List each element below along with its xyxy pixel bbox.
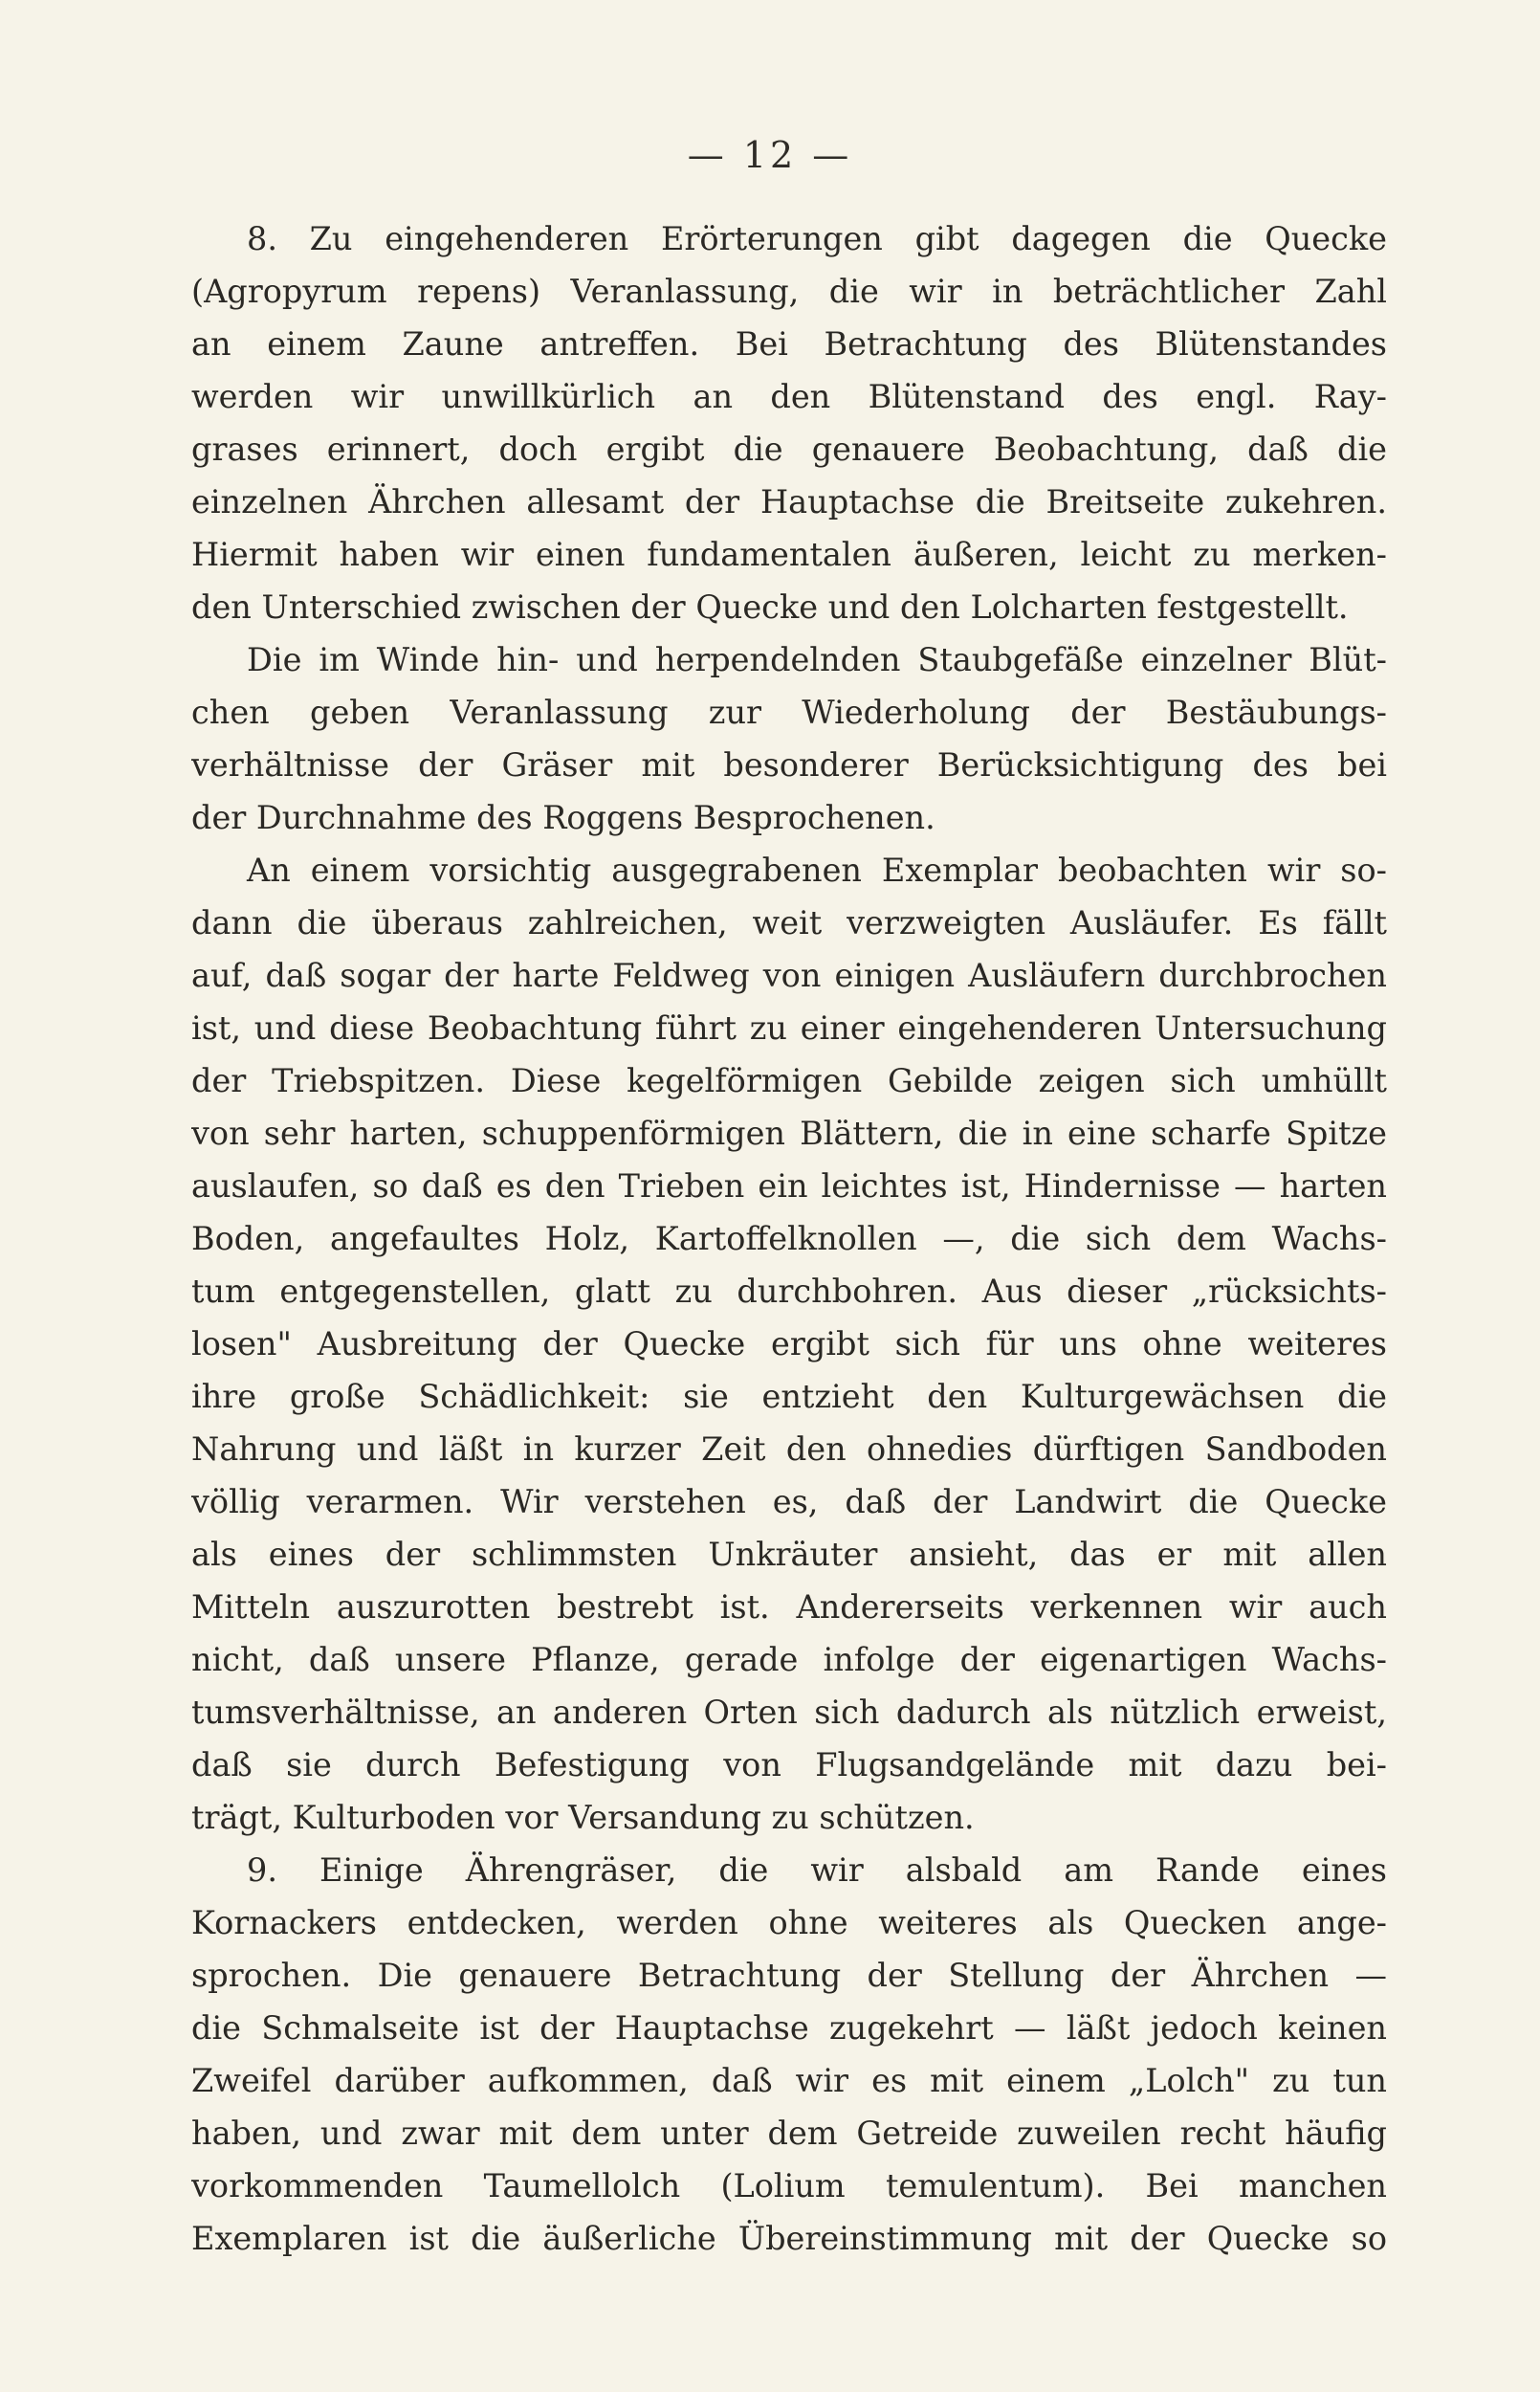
text-line: Boden, angefaultes Holz, Kartoffelknollen —, die sich dem Wachs-: [191, 1220, 1387, 1257]
text-line: der Durchnahme des Roggens Besprochenen.: [191, 799, 935, 836]
text-line: Nahrung und läßt in kurzer Zeit den ohnedies dürftigen Sandboden: [191, 1430, 1387, 1468]
text-line: vorkommenden Taumellolch (Lolium temulentum). Bei manchen: [191, 2167, 1387, 2204]
text-line: Kornackers entdecken, werden ohne weiteres als Quecken ange-: [191, 1904, 1387, 1941]
text-line: chen geben Veranlassung zur Wiederholung der Bestäubungs-: [191, 694, 1387, 731]
text-line: der Triebspitzen. Diese kegelförmigen Gebilde zeigen sich umhüllt: [191, 1062, 1387, 1099]
text-line: losen" Ausbreitung der Quecke ergibt sich für uns ohne weiteres: [191, 1325, 1387, 1362]
text-line: 9. Einige Ährengräser, die wir alsbald am Rande eines: [247, 1851, 1387, 1889]
text-line: Mitteln auszurotten bestrebt ist. Andererseits verkennen wir auch: [191, 1588, 1387, 1626]
text-line: Hiermit haben wir einen fundamentalen äußeren, leicht zu merken-: [191, 536, 1387, 573]
text-line: trägt, Kulturboden vor Versandung zu schützen.: [191, 1799, 975, 1836]
text-line: grases erinnert, doch ergibt die genauere Beobachtung, daß die: [191, 431, 1387, 468]
text-line: an einem Zaune antreffen. Bei Betrachtung des Blütenstandes: [191, 325, 1387, 363]
text-line: auf, daß sogar der harte Feldweg von einigen Ausläufern durchbrochen: [191, 957, 1387, 994]
text-line: Die im Winde hin- und herpendelnden Staubgefäße einzelner Blüt-: [247, 641, 1387, 678]
text-line: dann die überaus zahlreichen, weit verzweigten Ausläufer. Es fällt: [191, 904, 1387, 941]
text-line: daß sie durch Befestigung von Flugsandgelände mit dazu bei-: [191, 1746, 1387, 1783]
text-line: tum entgegenstellen, glatt zu durchbohren. Aus dieser „rücksichts-: [191, 1273, 1387, 1310]
text-line: einzelnen Ährchen allesamt der Hauptachse die Breitseite zukehren.: [191, 483, 1387, 520]
text-line: nicht, daß unsere Pflanze, gerade infolge der eigenartigen Wachs-: [191, 1641, 1387, 1678]
text-line: die Schmalseite ist der Hauptachse zugekehrt — läßt jedoch keinen: [191, 2009, 1387, 2047]
text-line: den Unterschied zwischen der Quecke und den Lolcharten festgestellt.: [191, 588, 1349, 626]
text-line: (Agropyrum repens) Veranlassung, die wir in beträchtlicher Zahl: [191, 273, 1387, 310]
text-line: als eines der schlimmsten Unkräuter ansieht, das er mit allen: [191, 1536, 1387, 1573]
text-line: sprochen. Die genauere Betrachtung der Stellung der Ährchen —: [191, 1957, 1387, 1994]
text-line: Exemplaren ist die äußerliche Übereinstimmung mit der Quecke so: [191, 2220, 1387, 2257]
text-line: ihre große Schädlichkeit: sie entzieht den Kulturgewächsen die: [191, 1378, 1387, 1415]
page-number: — 12 —: [687, 134, 853, 176]
text-line: 8. Zu eingehenderen Erörterungen gibt dagegen die Quecke: [247, 220, 1387, 257]
text-line: werden wir unwillkürlich an den Blütenstand des engl. Ray-: [191, 378, 1387, 415]
text-line: Zweifel darüber aufkommen, daß wir es mit einem „Lolch" zu tun: [191, 2062, 1387, 2099]
text-line: ist, und diese Beobachtung führt zu einer eingehenderen Untersuchung: [191, 1009, 1387, 1047]
text-line: völlig verarmen. Wir verstehen es, daß der Landwirt die Quecke: [191, 1483, 1387, 1520]
text-line: An einem vorsichtig ausgegrabenen Exemplar beobachten wir so-: [247, 852, 1387, 889]
text-line: auslaufen, so daß es den Trieben ein leichtes ist, Hindernisse — harten: [191, 1167, 1387, 1205]
text-line: verhältnisse der Gräser mit besonderer Berücksichtigung des bei: [191, 746, 1387, 784]
text-line: haben, und zwar mit dem unter dem Getreide zuweilen recht häufig: [191, 2115, 1387, 2152]
body-text: [191, 212, 1387, 2265]
text-line: tumsverhältnisse, an anderen Orten sich dadurch als nützlich erweist,: [191, 1694, 1387, 1731]
text-line: von sehr harten, schuppenförmigen Blättern, die in eine scharfe Spitze: [191, 1115, 1387, 1152]
